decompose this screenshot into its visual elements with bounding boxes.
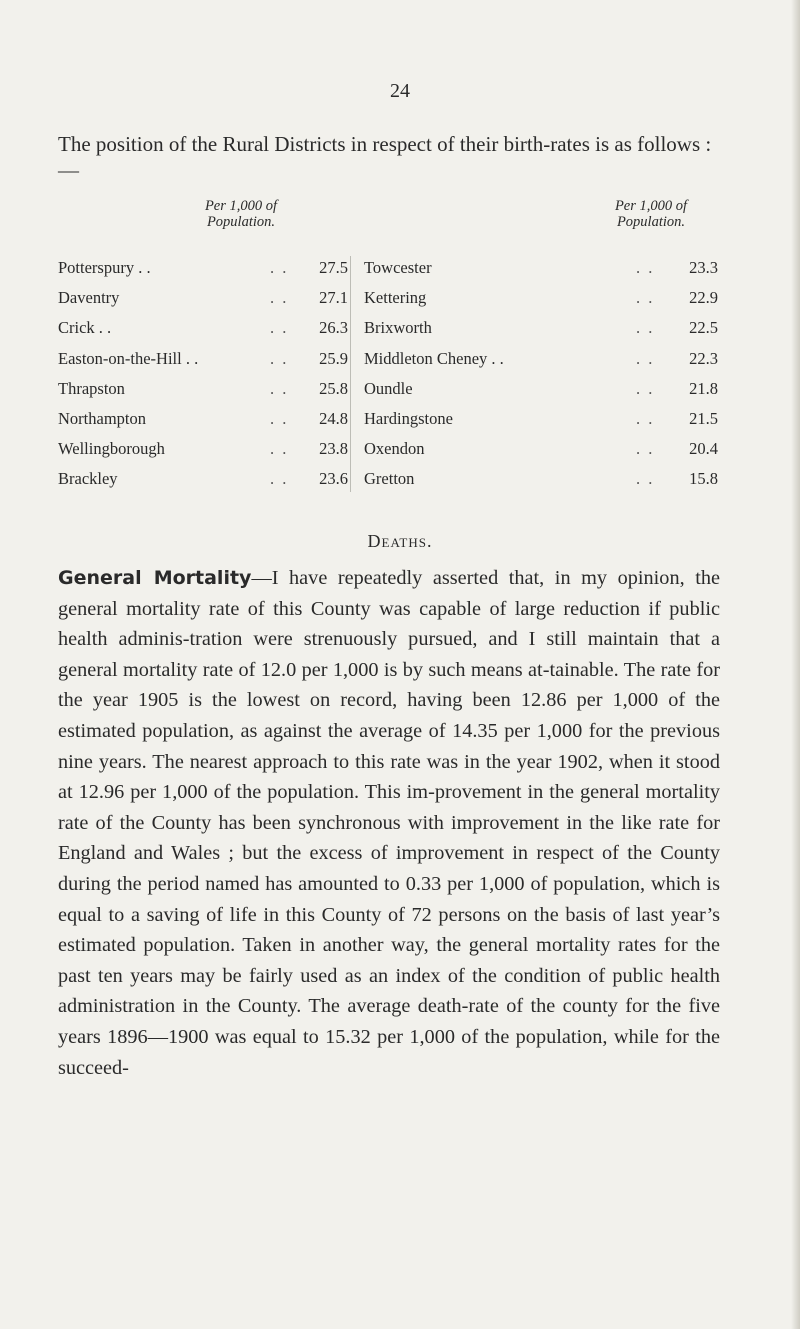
table-row — [58, 258, 718, 284]
leader-dots: . . — [636, 469, 655, 489]
paragraph-text: —I have repeatedly asserted that, in my opinion, the general mortality rate of this County was capable of large reduction if public health adminis-tration were strenuously pursued, and I still maintain that a general mortality rate of 12.0 per 1,000 is by such means at-tainable. The rate for the year 1905 is the lowest on record, having been 12.86 per 1,000 of the estimated population, as against the average of 14.35 per 1,000 for the previous nine years. The nearest approach to this rate was in the year 1902, when it stood at 12.96 per 1,000 of the population. This im-provement in the general mortality rate of the County has been synchronous with improvement in the like rate for England and Wales ; but the excess of improvement in respect of the County during the period named has amounted to 0.33 per 1,000 of population, which is equal to a saving of life in this County of 72 persons on the basis of last year’s estimated population. Taken in another way, the general mortality rates for the past ten years may be fairly used as an index of the condition of public health administration in the County. The average death-rate of the county for the five years 1896—1900 was equal to 15.32 per 1,000 of the population, while for the succeed- — [58, 567, 720, 1079]
birth-rate-value: 26.3 — [319, 318, 348, 338]
leader-dots: . . — [270, 258, 289, 277]
page-edge — [791, 0, 800, 1329]
leader-dots: . . — [270, 288, 289, 308]
leader-dots: . . — [636, 439, 655, 459]
birth-rate-value: 27.5 — [319, 258, 348, 277]
table-row — [58, 469, 718, 495]
leader-dots: . . — [270, 318, 289, 338]
district-name: Gretton — [364, 469, 415, 489]
leader-dots: . . — [270, 409, 289, 428]
general-mortality-paragraph — [58, 563, 720, 1083]
district-name: Potterspury . . — [58, 258, 151, 277]
section-heading: Deaths. — [367, 531, 433, 551]
district-name: Brixworth — [364, 318, 432, 338]
birth-rate-value: 22.3 — [689, 348, 718, 368]
right-header-line-2: Population. — [616, 214, 686, 230]
right-column-header — [586, 198, 716, 230]
birth-rate-value: 24.8 — [319, 409, 348, 428]
left-column-header — [176, 198, 306, 230]
leader-dots: . . — [636, 409, 655, 428]
birth-rate-value: 22.9 — [689, 288, 718, 308]
district-name: Kettering — [364, 288, 427, 308]
table-row — [58, 349, 718, 375]
page-number: 24 — [390, 80, 410, 102]
district-name: Towcester — [364, 258, 432, 277]
left-header-line-2: Population. — [206, 214, 276, 230]
district-name: Middleton Cheney . . — [364, 348, 504, 368]
district-name: Oxendon — [364, 439, 425, 459]
table-row — [58, 439, 718, 465]
leader-dots: . . — [270, 378, 289, 398]
leader-dots: . . — [270, 469, 289, 489]
birth-rate-value: 23.3 — [689, 258, 718, 277]
leader-dots: . . — [636, 378, 655, 398]
district-name: Oundle — [364, 378, 413, 398]
leader-dots: . . — [270, 348, 289, 368]
district-name: Northampton — [58, 409, 146, 428]
leader-dots: . . — [636, 288, 655, 308]
district-name: Crick . . — [58, 318, 112, 338]
district-name: Brackley — [58, 469, 118, 489]
leader-dots: . . — [270, 439, 289, 459]
right-header-line-1: Per 1,000 of — [614, 198, 688, 214]
birth-rate-value: 25.8 — [319, 378, 348, 398]
birth-rate-value: 20.4 — [689, 439, 718, 459]
leader-dots: . . — [636, 258, 655, 277]
table-row — [58, 318, 718, 344]
birth-rate-value: 21.5 — [689, 409, 718, 428]
birth-rate-value: 23.6 — [319, 469, 348, 489]
district-name: Daventry — [58, 288, 120, 308]
intro-text: The position of the Rural Districts in respect of their birth-rates is as follows :— — [58, 132, 712, 182]
birth-rate-value: 22.5 — [689, 318, 718, 338]
birth-rate-value: 15.8 — [689, 469, 718, 489]
district-name: Hardingstone — [364, 409, 453, 428]
leader-dots: . . — [636, 318, 655, 338]
table-row — [58, 379, 718, 405]
birth-rate-value: 23.8 — [319, 439, 348, 459]
paragraph-lead: General Mortality — [58, 567, 252, 589]
leader-dots: . . — [636, 348, 655, 368]
table-row — [58, 288, 718, 314]
birth-rate-value: 27.1 — [319, 288, 348, 308]
birth-rate-value: 21.8 — [689, 378, 718, 398]
district-name: Wellingborough — [58, 439, 165, 459]
birth-rate-value: 25.9 — [319, 348, 348, 368]
district-name: Thrapston — [58, 378, 125, 398]
district-name: Easton-on-the-Hill . . — [58, 348, 199, 368]
left-header-line-1: Per 1,000 of — [204, 198, 278, 214]
table-row — [58, 409, 718, 435]
